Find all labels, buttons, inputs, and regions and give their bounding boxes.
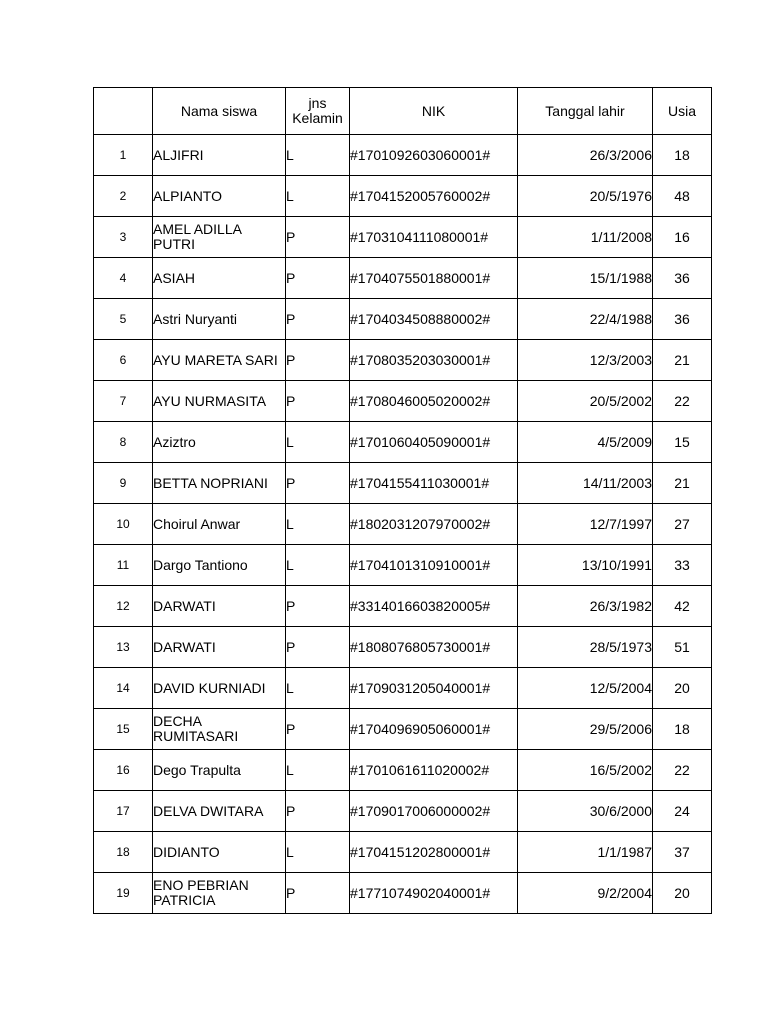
student-name-cell: Dargo Tantiono <box>153 545 286 586</box>
header-nik: NIK <box>350 88 518 135</box>
row-number-cell: 5 <box>94 299 153 340</box>
birth-date-cell: 4/5/2009 <box>518 422 653 463</box>
birth-date-cell: 22/4/1988 <box>518 299 653 340</box>
row-number-cell: 11 <box>94 545 153 586</box>
nik-cell: #1704096905060001# <box>350 709 518 750</box>
table-row <box>94 750 712 791</box>
table-row <box>94 873 712 914</box>
table-row <box>94 422 712 463</box>
age-cell: 22 <box>653 381 712 422</box>
birth-date-cell: 12/7/1997 <box>518 504 653 545</box>
table-row <box>94 586 712 627</box>
gender-cell: L <box>286 422 350 463</box>
gender-cell: P <box>286 709 350 750</box>
row-number-cell: 16 <box>94 750 153 791</box>
student-name-cell: BETTA NOPRIANI <box>153 463 286 504</box>
nik-cell: #3314016603820005# <box>350 586 518 627</box>
row-number-cell: 12 <box>94 586 153 627</box>
birth-date-cell: 13/10/1991 <box>518 545 653 586</box>
row-number-cell: 6 <box>94 340 153 381</box>
table-row <box>94 381 712 422</box>
nik-cell: #1771074902040001# <box>350 873 518 914</box>
student-name-cell: AYU MARETA SARI <box>153 340 286 381</box>
gender-cell: L <box>286 668 350 709</box>
gender-cell: P <box>286 463 350 504</box>
student-name-cell: ENO PEBRIAN PATRICIA <box>153 873 286 914</box>
nik-cell: #1708035203030001# <box>350 340 518 381</box>
header-gender: jns Kelamin <box>286 88 350 135</box>
gender-cell: P <box>286 381 350 422</box>
student-name-cell: DECHA RUMITASARI <box>153 709 286 750</box>
birth-date-cell: 16/5/2002 <box>518 750 653 791</box>
gender-cell: P <box>286 217 350 258</box>
table-row <box>94 668 712 709</box>
row-number-cell: 15 <box>94 709 153 750</box>
student-name-cell: ALJIFRI <box>153 135 286 176</box>
row-number-cell: 2 <box>94 176 153 217</box>
age-cell: 18 <box>653 135 712 176</box>
table-row <box>94 627 712 668</box>
student-name-cell: DELVA DWITARA <box>153 791 286 832</box>
nik-cell: #1704101310910001# <box>350 545 518 586</box>
row-number-cell: 18 <box>94 832 153 873</box>
nik-cell: #1701060405090001# <box>350 422 518 463</box>
birth-date-cell: 9/2/2004 <box>518 873 653 914</box>
gender-cell: L <box>286 832 350 873</box>
nik-cell: #1708046005020002# <box>350 381 518 422</box>
age-cell: 15 <box>653 422 712 463</box>
age-cell: 20 <box>653 668 712 709</box>
student-name-cell: DARWATI <box>153 586 286 627</box>
student-name-cell: Aziztro <box>153 422 286 463</box>
age-cell: 42 <box>653 586 712 627</box>
age-cell: 36 <box>653 299 712 340</box>
row-number-cell: 10 <box>94 504 153 545</box>
birth-date-cell: 14/11/2003 <box>518 463 653 504</box>
age-cell: 16 <box>653 217 712 258</box>
table-row <box>94 340 712 381</box>
birth-date-cell: 26/3/2006 <box>518 135 653 176</box>
age-cell: 36 <box>653 258 712 299</box>
table-row <box>94 463 712 504</box>
row-number-cell: 17 <box>94 791 153 832</box>
table-row <box>94 504 712 545</box>
row-number-cell: 3 <box>94 217 153 258</box>
age-cell: 20 <box>653 873 712 914</box>
birth-date-cell: 26/3/1982 <box>518 586 653 627</box>
birth-date-cell: 20/5/2002 <box>518 381 653 422</box>
student-name-cell: Choirul Anwar <box>153 504 286 545</box>
row-number-cell: 14 <box>94 668 153 709</box>
nik-cell: #1709017006000002# <box>350 791 518 832</box>
age-cell: 37 <box>653 832 712 873</box>
nik-cell: #1808076805730001# <box>350 627 518 668</box>
table-row <box>94 791 712 832</box>
nik-cell: #1701061611020002# <box>350 750 518 791</box>
student-name-cell: Astri Nuryanti <box>153 299 286 340</box>
birth-date-cell: 1/11/2008 <box>518 217 653 258</box>
nik-cell: #1704034508880002# <box>350 299 518 340</box>
nik-cell: #1701092603060001# <box>350 135 518 176</box>
age-cell: 22 <box>653 750 712 791</box>
student-name-cell: AYU NURMASITA <box>153 381 286 422</box>
gender-cell: L <box>286 135 350 176</box>
age-cell: 21 <box>653 340 712 381</box>
student-table <box>93 87 712 914</box>
header-number <box>94 88 153 135</box>
age-cell: 24 <box>653 791 712 832</box>
table-row <box>94 709 712 750</box>
student-name-cell: ALPIANTO <box>153 176 286 217</box>
table-row <box>94 135 712 176</box>
row-number-cell: 9 <box>94 463 153 504</box>
student-name-cell: DIDIANTO <box>153 832 286 873</box>
birth-date-cell: 20/5/1976 <box>518 176 653 217</box>
row-number-cell: 1 <box>94 135 153 176</box>
age-cell: 18 <box>653 709 712 750</box>
table-row <box>94 176 712 217</box>
birth-date-cell: 12/3/2003 <box>518 340 653 381</box>
row-number-cell: 13 <box>94 627 153 668</box>
age-cell: 33 <box>653 545 712 586</box>
nik-cell: #1704152005760002# <box>350 176 518 217</box>
table-header-row <box>94 88 712 135</box>
nik-cell: #1704075501880001# <box>350 258 518 299</box>
row-number-cell: 8 <box>94 422 153 463</box>
gender-cell: P <box>286 258 350 299</box>
table-row <box>94 258 712 299</box>
nik-cell: #1704155411030001# <box>350 463 518 504</box>
student-name-cell: Dego Trapulta <box>153 750 286 791</box>
table-row <box>94 299 712 340</box>
nik-cell: #1704151202800001# <box>350 832 518 873</box>
gender-cell: P <box>286 340 350 381</box>
header-name: Nama siswa <box>153 88 286 135</box>
gender-cell: L <box>286 545 350 586</box>
birth-date-cell: 28/5/1973 <box>518 627 653 668</box>
nik-cell: #1703104111080001# <box>350 217 518 258</box>
gender-cell: P <box>286 627 350 668</box>
gender-cell: P <box>286 791 350 832</box>
row-number-cell: 7 <box>94 381 153 422</box>
header-birth-date: Tanggal lahir <box>518 88 653 135</box>
table-row <box>94 832 712 873</box>
gender-cell: P <box>286 299 350 340</box>
age-cell: 27 <box>653 504 712 545</box>
table-row <box>94 545 712 586</box>
row-number-cell: 4 <box>94 258 153 299</box>
gender-cell: P <box>286 586 350 627</box>
header-age: Usia <box>653 88 712 135</box>
row-number-cell: 19 <box>94 873 153 914</box>
nik-cell: #1802031207970002# <box>350 504 518 545</box>
birth-date-cell: 29/5/2006 <box>518 709 653 750</box>
gender-cell: P <box>286 873 350 914</box>
student-name-cell: DAVID KURNIADI <box>153 668 286 709</box>
age-cell: 51 <box>653 627 712 668</box>
gender-cell: L <box>286 504 350 545</box>
birth-date-cell: 15/1/1988 <box>518 258 653 299</box>
table-row <box>94 217 712 258</box>
age-cell: 21 <box>653 463 712 504</box>
student-name-cell: DARWATI <box>153 627 286 668</box>
birth-date-cell: 30/6/2000 <box>518 791 653 832</box>
nik-cell: #1709031205040001# <box>350 668 518 709</box>
student-name-cell: ASIAH <box>153 258 286 299</box>
student-name-cell: AMEL ADILLA PUTRI <box>153 217 286 258</box>
gender-cell: L <box>286 176 350 217</box>
age-cell: 48 <box>653 176 712 217</box>
birth-date-cell: 12/5/2004 <box>518 668 653 709</box>
birth-date-cell: 1/1/1987 <box>518 832 653 873</box>
gender-cell: L <box>286 750 350 791</box>
